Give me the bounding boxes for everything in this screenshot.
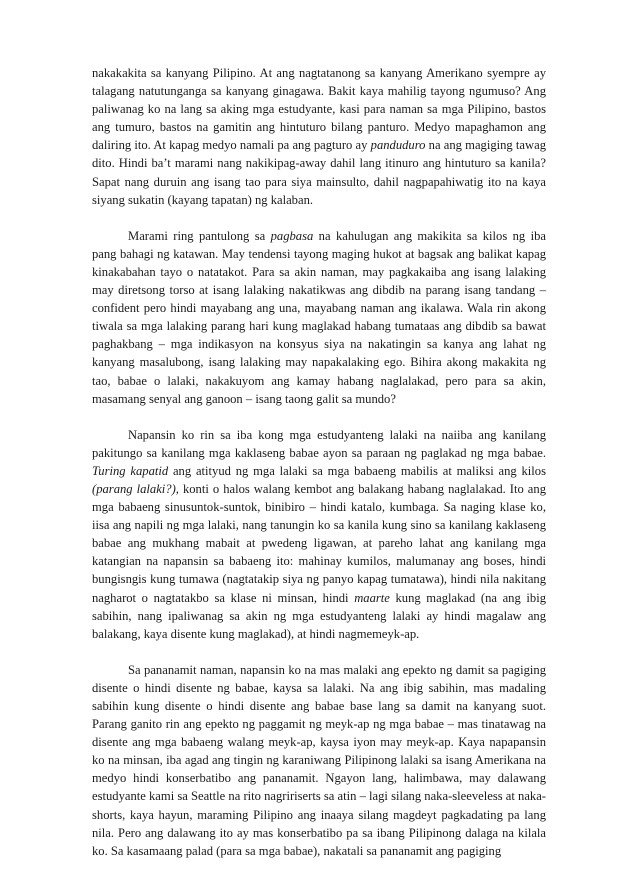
paragraph-text: konti o halos walang kembot ang balakang habang naglalakad. Ito ang mga babaeng sinusuntok-suntok, binibiro – hindi katalo, kumbaga. Sa naging klase ko, iisa ang napili ng mga lalaki, nang tanungin ko sa kanila kung sino sa kanilang kaklaseng babae ang mukhang mabait at pwedeng ligawan, at pareho lahat ang kanilang mga katangian na napansin sa babaeng ito: mahinay kumilos, malumanay ang boses, hindi bungisngis kung tumawa (nagtatakip siya ng panyo kapag tumatawa), hindi nila nakitang nagharot o nagtatakbo sa klase ni minsan, hindi — [92, 481, 546, 605]
italic-text: (parang lalaki?), — [92, 481, 179, 496]
paragraph-text: nakakakita sa kanyang Pilipino. At ang nagtatanong sa kanyang Amerikano syempre ay talagang natutunganga sa kanyang ginagawa. Bakit kaya mahilig tayong ngumuso? Ang paliwanag ko na lang sa aking mga estudyante, kasi para naman sa mga Pilipino, bastos ang tumuro, bastos na gamitin ang hintuturo bilang panturo. Medyo mapaghamon ang daliring ito. At kapag medyo namali pa ang pagturo ay — [92, 66, 546, 153]
paragraph-text: Sa pananamit naman, napansin ko na mas malaki ang epekto ng damit sa pagiging disente o hindi disente ng babae, kaysa sa lalaki. Na ang ibig sabihin, mas madaling sabihin kung disente o hindi disente ang babae base lang sa damit na kanyang suot. Parang ganito rin ang epekto ng paggamit ng meyk-ap ng mga babae – mas tinatawag na disente ang mga babaeng walang meyk-ap, kaysa iyon may meyk-ap. Kaya napapansin ko na minsan, iba agad ang tingin ng karaniwang Pilipinong lalaki sa isang Amerikana na medyo hindi konserbatibo ang pananamit. Ngayon lang, halimbawa, may dalawang estudyante kami sa Seattle na rito nagririserts sa atin – lagi silang naka-sleeveless at naka-shorts, kaya hayun, maraming Pilipino ang inaaya silang magdeyt pagkadating pa lang nila. Pero ang dalawang ito ay mas konserbatibo pa sa ibang Pilipinong dalaga na kilala ko. Sa kasamaang palad (para sa mga babae), nakatali sa pananamit ang pagiging — [92, 662, 546, 858]
italic-text: Turing kapatid — [92, 463, 169, 478]
body-text — [92, 64, 546, 878]
paragraph-p2 — [92, 227, 546, 408]
paragraph-text: Napansin ko rin sa iba kong mga estudyanteng lalaki na naiiba ang kanilang pakitungo sa kanilang mga kaklaseng babae ayon sa paraan ng paglakad ng mga babae. — [92, 427, 546, 460]
italic-text: maarte — [354, 590, 390, 605]
paragraph-text: Marami ring pantulong sa — [128, 228, 271, 243]
paragraph-p4 — [92, 661, 546, 860]
italic-text: panduduro — [370, 138, 426, 153]
paragraph-text: ang atityud ng mga lalaki sa mga babaeng mabilis at maliksi ang kilos — [168, 463, 546, 478]
paragraph-p3 — [92, 426, 546, 643]
paragraph-p1 — [92, 64, 546, 209]
italic-text: pagbasa — [270, 228, 314, 243]
paragraph-text: na ang magiging tawag dito. Hindi ba’t marami nang nakikipag-away dahil lang itinuro ang hintuturo sa kanila? Sapat nang duruin ang isang tao para siya mainsulto, dahil nagpapahiwatig ito na kaya siyang sukatin (kayang tapatan) ng kalaban. — [92, 138, 546, 207]
paragraph-text: kung maglakad (na ang ibig sabihin, nang ipaliwanag sa akin ng mga estudyanteng lalaki ay hindi magalaw ang balakang, kaya disente kung maglakad), at hindi nagmemeyk-ap. — [92, 590, 546, 641]
paragraph-text: na kahulugan ang makikita sa kilos ng iba pang bahagi ng katawan. May tendensi tayong maging hukot at bagsak ang balikat kapag kinakabahan tayo o natatakot. Para sa akin naman, may pagkakaiba ang isang lalaking may diretsong torso at isang lalaking nakatikwas ang dibdib na parang isang tandang – confident pero hindi mayabang ang una, mayabang naman ang ikalawa. Wala rin akong tiwala sa mga lalaking parang hari kung maglakad habang tumataas ang dibdib sa bawat paghakbang – mga indikasyon na konsyus siya na nakatingin sa kanya ang lahat ng kanyang masalubong, isang lalaking may napakalaking ego. Bihira akong makakita ng tao, babae o lalaki, nakakuyom ang kamay habang naglalakad, pero para sa akin, masamang senyal ang ganoon – isang taong galit sa mundo? — [92, 228, 546, 406]
